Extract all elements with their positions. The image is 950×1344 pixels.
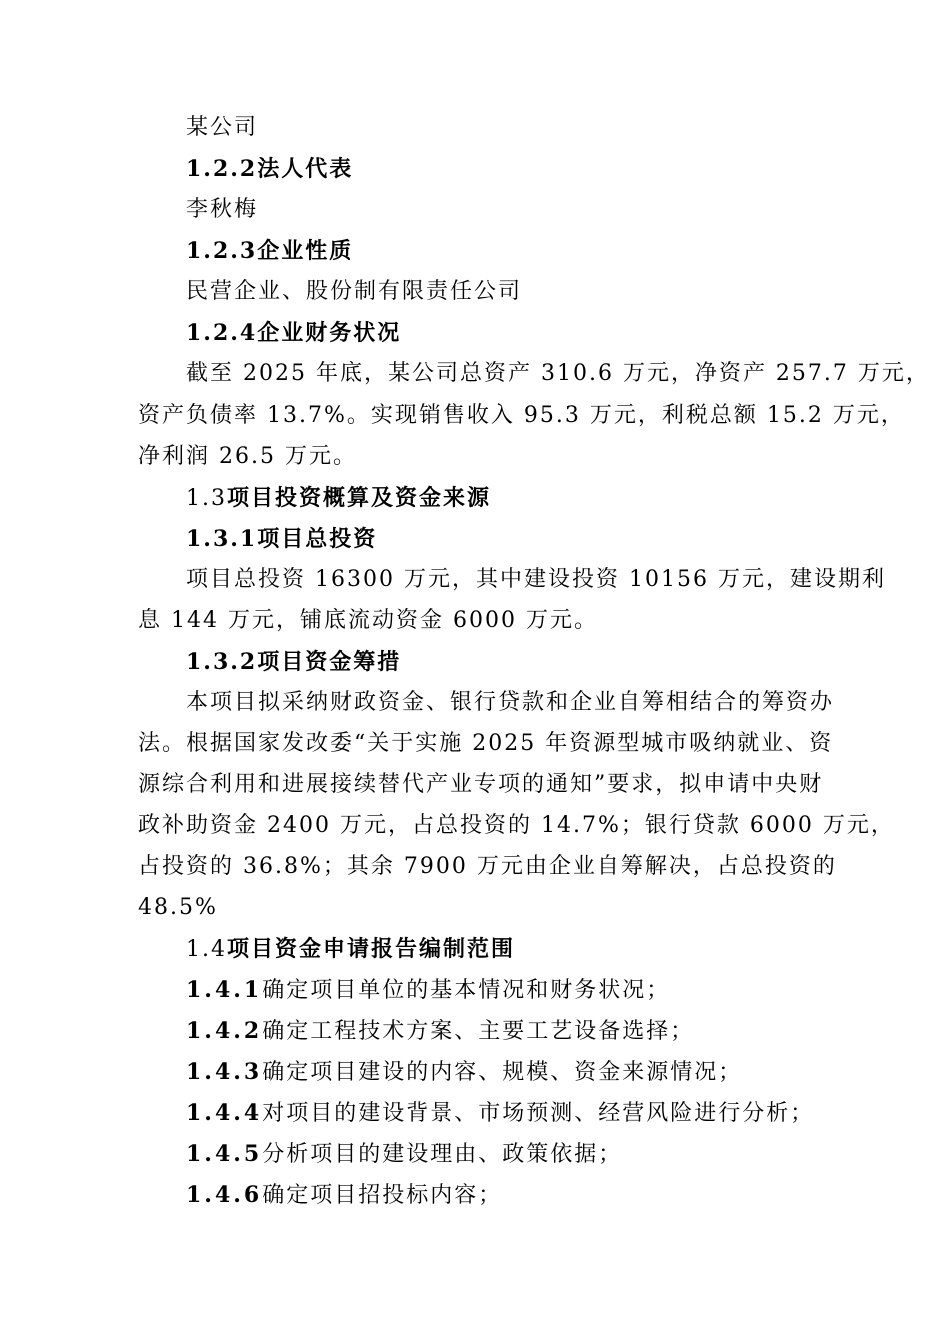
section-title: 项目资金申请报告编制范围: [227, 936, 516, 962]
section-number: 1.4: [186, 937, 227, 962]
section-heading-1-2-2: [186, 154, 353, 184]
scope-item-number: 1.4.1: [186, 977, 263, 1003]
scope-item-number: 1.4.3: [186, 1059, 263, 1085]
section-heading-1-3-2: [186, 647, 401, 677]
scope-item-number: 1.4.2: [186, 1018, 263, 1044]
scope-item-text: 确定工程技术方案、主要工艺设备选择；: [262, 1019, 695, 1044]
section-title: 法人代表: [257, 156, 354, 182]
scope-item-text: 确定项目建设的内容、规模、资金来源情况；: [262, 1060, 743, 1085]
section-title: 企业财务状况: [257, 320, 402, 346]
scope-item-text: 确定项目单位的基本情况和财务状况；: [262, 978, 671, 1003]
finance-line-1: 截至 2025 年底，某公司总资产 310.6 万元，净资产 257.7 万元，: [186, 361, 930, 386]
section-number: 1.3.1: [186, 526, 258, 552]
section-heading-1-2-4: [186, 318, 401, 348]
scope-item: [186, 1057, 742, 1088]
finance-line-3: 净利润 26.5 万元。: [138, 444, 357, 469]
section-title: 项目资金筹措: [257, 649, 402, 675]
section-heading-1-3-1: [186, 524, 377, 554]
total-investment-line-2: 息 144 万元，铺底流动资金 6000 万元。: [138, 608, 598, 633]
funding-line-6: 48.5%: [138, 895, 218, 920]
scope-item-text: 对项目的建设背景、市场预测、经营风险进行分析；: [262, 1101, 815, 1126]
finance-line-2: 资产负债率 13.7%。实现销售收入 95.3 万元，利税总额 15.2 万元，: [138, 403, 905, 428]
section-number: 1.3.2: [186, 649, 258, 675]
scope-item-text: 确定项目招投标内容；: [262, 1183, 503, 1208]
funding-line-3: 源综合利用和进展接续替代产业专项的通知”要求，拟申请中央财: [138, 772, 824, 797]
total-investment-line-1: 项目总投资 16300 万元，其中建设投资 10156 万元，建设期利: [186, 567, 886, 592]
section-number: 1.2.2: [186, 156, 258, 182]
section-heading-1-3: [186, 483, 491, 514]
legal-representative: 李秋梅: [186, 197, 259, 222]
section-number: 1.2.4: [186, 320, 258, 346]
scope-item: [186, 1098, 814, 1129]
section-heading-1-4: [186, 934, 515, 965]
enterprise-nature: 民营企业、股份制有限责任公司: [186, 279, 523, 304]
scope-item-number: 1.4.6: [186, 1182, 263, 1208]
section-title: 项目投资概算及资金来源: [227, 485, 492, 511]
section-number: 1.3: [186, 486, 227, 511]
section-heading-1-2-3: [186, 236, 353, 266]
section-number: 1.2.3: [186, 238, 258, 264]
scope-item: [186, 1139, 622, 1170]
scope-item: [186, 975, 670, 1006]
company-name: 某公司: [186, 115, 259, 140]
scope-item: [186, 1180, 502, 1211]
funding-line-4: 政补助资金 2400 万元，占总投资的 14.7%；银行贷款 6000 万元，: [138, 813, 895, 838]
funding-line-2: 法。根据国家发改委“关于实施 2025 年资源型城市吸纳就业、资: [138, 731, 834, 756]
funding-line-5: 占投资的 36.8%；其余 7900 万元由企业自筹解决，占总投资的: [138, 854, 837, 879]
scope-item-text: 分析项目的建设理由、政策依据；: [262, 1142, 623, 1167]
section-title: 项目总投资: [257, 526, 378, 552]
scope-item: [186, 1016, 694, 1047]
section-title: 企业性质: [257, 238, 354, 264]
funding-line-1: 本项目拟采纳财政资金、银行贷款和企业自筹相结合的筹资办: [186, 690, 835, 715]
scope-item-number: 1.4.5: [186, 1141, 263, 1167]
scope-item-number: 1.4.4: [186, 1100, 263, 1126]
